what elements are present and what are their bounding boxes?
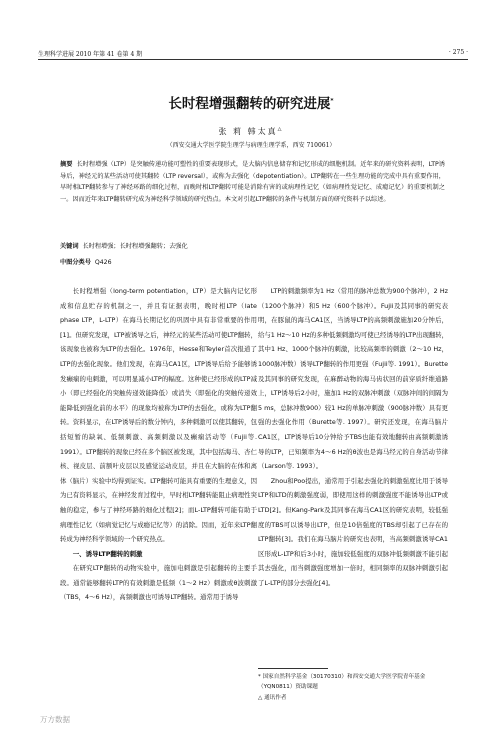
- watermark: 万方数据: [40, 715, 70, 724]
- footnote-rule: [258, 668, 328, 669]
- journal-info: 生理科学进展 2010 年第 41 卷第 4 期: [38, 51, 143, 58]
- clc-code: Q426: [94, 259, 112, 266]
- classification: [60, 257, 112, 266]
- keywords: [60, 241, 188, 250]
- stimulus-paragraph-2: Zhou和Poo提出，通常用于引起去强化的刺激强度比用于诱导LTP和LTD的刺激强度弱，即使用这样的刺激强度不能诱导出LTP或LTD[2]。但Kang-Park及其同事在海马CA1区的研究表明，较低强度的TBS可以诱导出LTP，但是10倍强度的TBS却引起了已存在的LTP翻转[3]。我们在海马脑片的研究也表明，当高频刺激诱导CA1区形成L-LTP和后3小时，施加较低强度的双脉冲低频刺激不能引起其去强化，而当刺激强度增加一倍时，相同频率的双脉冲刺激引起了L-LTP的部分去强化[4]。: [258, 476, 448, 587]
- footnote-funding: * 国家自然科学基金（30170310）和西安交通大学医学院青年基金（YQN0811）资助课题: [258, 674, 426, 690]
- title-text: 长时程增强翻转的研究进展: [168, 96, 331, 112]
- abstract: [60, 159, 445, 205]
- article-title: [0, 92, 502, 112]
- author-names: 张 莉 韩太真: [218, 127, 278, 136]
- right-column: [258, 284, 448, 590]
- left-column: [60, 284, 257, 605]
- keywords-text: 长时程增强；长时程增强翻转；去强化: [82, 243, 188, 250]
- title-mark: *: [330, 97, 334, 105]
- affiliation: （西安交通大学医学院生理学与病理生理学系，西安 710061）: [166, 142, 336, 149]
- section-heading: 一、诱导LTP翻转的刺激: [72, 549, 143, 558]
- intro-paragraph: 长时程增强（long-term potentiation，LTP）是大脑内记忆形成和信息贮存的机制之一，并且有证据表明，晚时相LTP（late phase LTP，L-LTP）在海马长期记忆的巩固中具有非常重要的作用[1]。但研究发现，LTP被诱导之后，神经元的某些活动可使LTP翻转，该现象也被称为LTP的去强化。1976年，Hesse和Teyler首次报道了LTP的去强化现象。他们发现，在海马CA1区，LTP诱导后给予能够诱发癫痫的电刺激，可以明显减小LTP的幅度。这种使已经形成的LTP减小（即已经强化的突触传递效能降低）或消失（即强化的突触传递效能降低到强化前的水平）的现象均被称为LTP的去强化，或称为LTP翻转。资料显示，在LTP诱导后的数分钟内，多种刺激可以使其翻转，包括短暂的缺氧、低频刺激、高频刺激以及癫痫活动等（Fujii等. 1991）。LTP翻转的现象已经在多个脑区被发现，其中包括海马、杏仁核、视皮层、前额叶皮层以及感觉运动皮层，并且在大脑的在体和离体（脑片）实验中均得到证实。LTP翻转可能具有重要的生理意义，因为已有资料显示，在神经发育过程中，早时相LTP翻转能阻止病理性突触的稳定，参与了神经环路的细化过程[2]；而L-LTP翻转可能有助于病理性记忆（如病觉记忆与成瘾记忆等）的消除。因而，近年来LTP翻转成为神经科学领域的一个研究热点。: [60, 287, 257, 544]
- keywords-label: 关键词: [60, 243, 79, 250]
- clc-label: 中图分类号: [60, 259, 91, 266]
- abstract-label: 摘要: [60, 161, 73, 168]
- abstract-text: 长时程增强（LTP）是突触传递功能可塑性的重要表现形式，是大脑内信息储存和记忆形成的细胞机制。近年来的研究资料表明，LTP诱导后，神经元的某些活动可使其翻转（LTP reversal），或称为去强化（depotentiation）。LTP翻转在一些生理功能的完成中具有重要作用，早时相LTP翻转参与了神经环路的细化过程，而晚时相LTP翻转可能是消除有害的或病理性记忆（如病理性觉记忆、成瘾记忆）的重要机制之一。因而近年来LTP翻转研究成为神经科学领域的研究热点。本文对引起LTP翻转的条件与机制方面的研究资料予以综述。: [60, 161, 445, 203]
- authors: [0, 126, 502, 137]
- footnote-correspondence: △ 通讯作者: [258, 695, 287, 701]
- page-number: · 275 ·: [448, 49, 468, 56]
- author-mark: △: [277, 126, 284, 133]
- section1-paragraph: 在研究LTP翻转的动物实验中，施加电刺激是引起翻转的主要手段。通常能够翻转LTP的有效刺激是低频（1～2 Hz）刺激或θ波刺激（TBS，4～6 Hz），高频刺激也可诱导LTP翻转。通常用于诱导: [60, 564, 257, 602]
- running-header: [38, 49, 468, 60]
- stimulus-paragraph-1: LTP的刺激频率为1 Hz（常用的脉冲总数为900个脉冲），2 Hz（1200个脉冲）和5 Hz（600个脉冲）。Fujii及其同事的研究表明，在豚鼠的海马CA1区，当诱导LTP的高频刺激施加20分钟后，给与1 Hz～10 Hz的多种低频刺激均可使已经诱导的LTP出现翻转，其中1 Hz、1000个脉冲的刺激，比较高频率的刺激（2～10 Hz，1000脉冲数）诱导LTP翻转的作用更强（Fujii等. 1991）。Burette及其同事的研究发现，在麻醉动物的海马齿状回的前穿质纤维通路上，LTP诱导后2小时，施加1 Hz的双脉冲刺激（双脉冲间的间隔为5 ms，总脉冲数900）较1 Hz的单脉冲刺激（900脉冲数）具有更强的去强化作用（Burette等. 1997）。研究还发现，在海马脑片CA1区，LTP诱导后10分钟给予TBS也能有效地翻转由高频刺激诱导的LTP，已知频率为4～6 Hz的θ波也是海马经元的自身活动节律（Larson等. 1993）。: [258, 287, 449, 471]
